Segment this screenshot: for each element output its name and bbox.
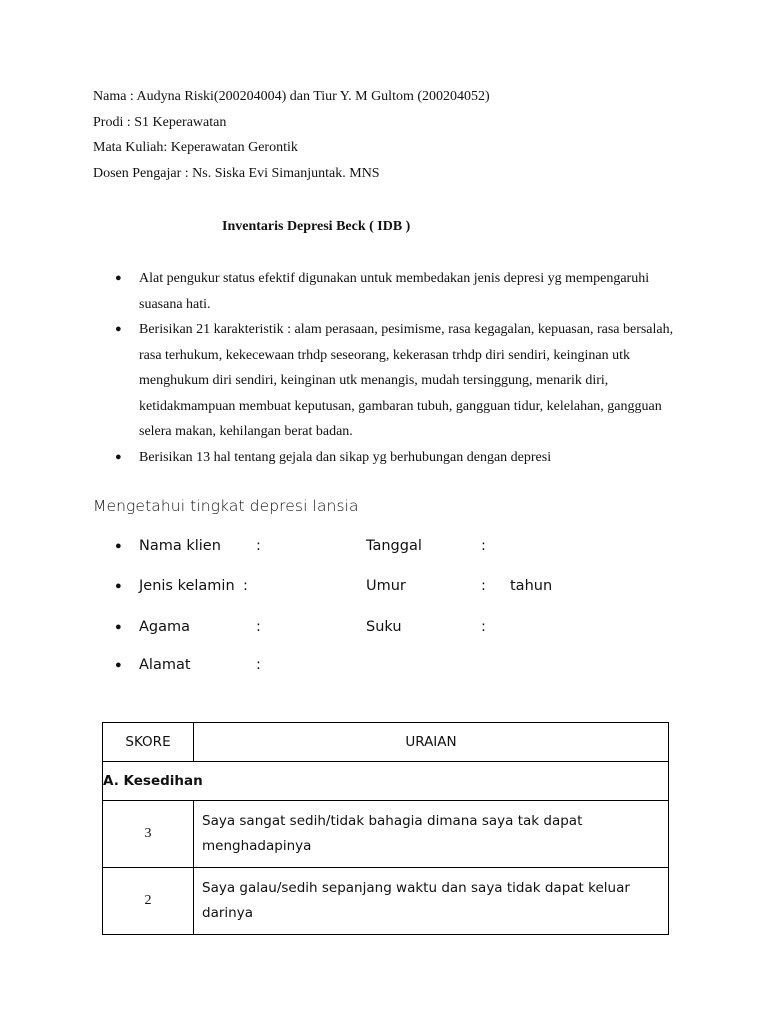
ethnicity-label: Suku	[366, 619, 402, 635]
bullet-icon: ●	[115, 621, 122, 633]
form-row-gender-age	[115, 578, 715, 598]
age-label: Umur	[366, 578, 406, 594]
list-item	[115, 445, 675, 471]
score-column-header: SKORE	[103, 723, 194, 762]
list-item	[115, 266, 675, 317]
table-row	[103, 801, 669, 868]
bullet-icon: ●	[115, 272, 122, 284]
description-cell: Saya galau/sedih sepanjang waktu dan saya tidak dapat keluar darinya	[194, 868, 669, 935]
colon: :	[256, 657, 261, 673]
section-subheading: Mengetahui tingkat depresi lansia	[93, 497, 359, 515]
colon: :	[243, 578, 248, 594]
bullet-icon: ●	[115, 540, 122, 552]
list-item	[115, 317, 675, 445]
form-row-religion-ethnicity	[115, 619, 715, 639]
description-cell: Saya sangat sedih/tidak bahagia dimana saya tak dapat menghadapinya	[194, 801, 669, 868]
document-title: Inventaris Depresi Beck ( IDB )	[222, 219, 411, 234]
religion-label: Agama	[139, 619, 191, 635]
bullet-icon: ●	[115, 450, 122, 463]
colon: :	[481, 619, 486, 635]
colon: :	[481, 538, 486, 554]
date-label: Tanggal	[366, 538, 422, 554]
form-row-name-date	[115, 538, 715, 558]
study-program: Prodi : S1 Keperawatan	[93, 115, 227, 130]
lecturer-name: Dosen Pengajar : Ns. Siska Evi Simanjuntak. MNS	[93, 166, 380, 181]
section-row	[103, 762, 669, 801]
colon: :	[256, 619, 261, 635]
years-unit: tahun	[510, 578, 553, 594]
bullet-icon: ●	[115, 659, 122, 671]
student-names: Nama : Audyna Riski(200204004) dan Tiur Y. M Gultom (200204052)	[93, 89, 490, 104]
gender-label: Jenis kelamin	[139, 578, 235, 594]
colon: :	[256, 538, 261, 554]
section-title: A. Kesedihan	[103, 762, 669, 801]
list-item-text: Alat pengukur status efektif digunakan untuk membedakan jenis depresi yg mempengaruhi suasana hati.	[139, 271, 650, 312]
table-header-row	[103, 723, 669, 762]
form-row-address	[115, 657, 715, 677]
colon: :	[481, 578, 486, 594]
bullet-icon: ●	[115, 323, 122, 335]
table-row	[103, 868, 669, 935]
client-name-label: Nama klien	[139, 538, 221, 554]
score-cell: 2	[103, 868, 194, 935]
score-cell: 3	[103, 801, 194, 868]
bullet-icon: ●	[115, 580, 122, 592]
description-list	[115, 266, 675, 470]
course-name: Mata Kuliah: Keperawatan Gerontik	[93, 140, 298, 155]
list-item-text: Berisikan 13 hal tentang gejala dan sikap yg berhubungan dengan depresi	[139, 449, 552, 465]
address-label: Alamat	[139, 657, 191, 673]
idb-table	[102, 722, 669, 935]
list-item-text: Berisikan 21 karakteristik : alam perasaan, pesimisme, rasa kegagalan, kepuasan, rasa bersalah, rasa terhukum, kekecewaan trhdp seseorang, kekerasan trhdp diri sendiri, keinginan utk menghukum diri sendiri, keinginan utk menangis, mudah tersinggung, menarik diri, ketidakmampuan membuat keputusan, gambaran tubuh, gangguan tidur, kelelahan, gangguan selera makan, kehilangan berat badan.	[139, 322, 674, 439]
description-column-header: URAIAN	[194, 723, 669, 762]
